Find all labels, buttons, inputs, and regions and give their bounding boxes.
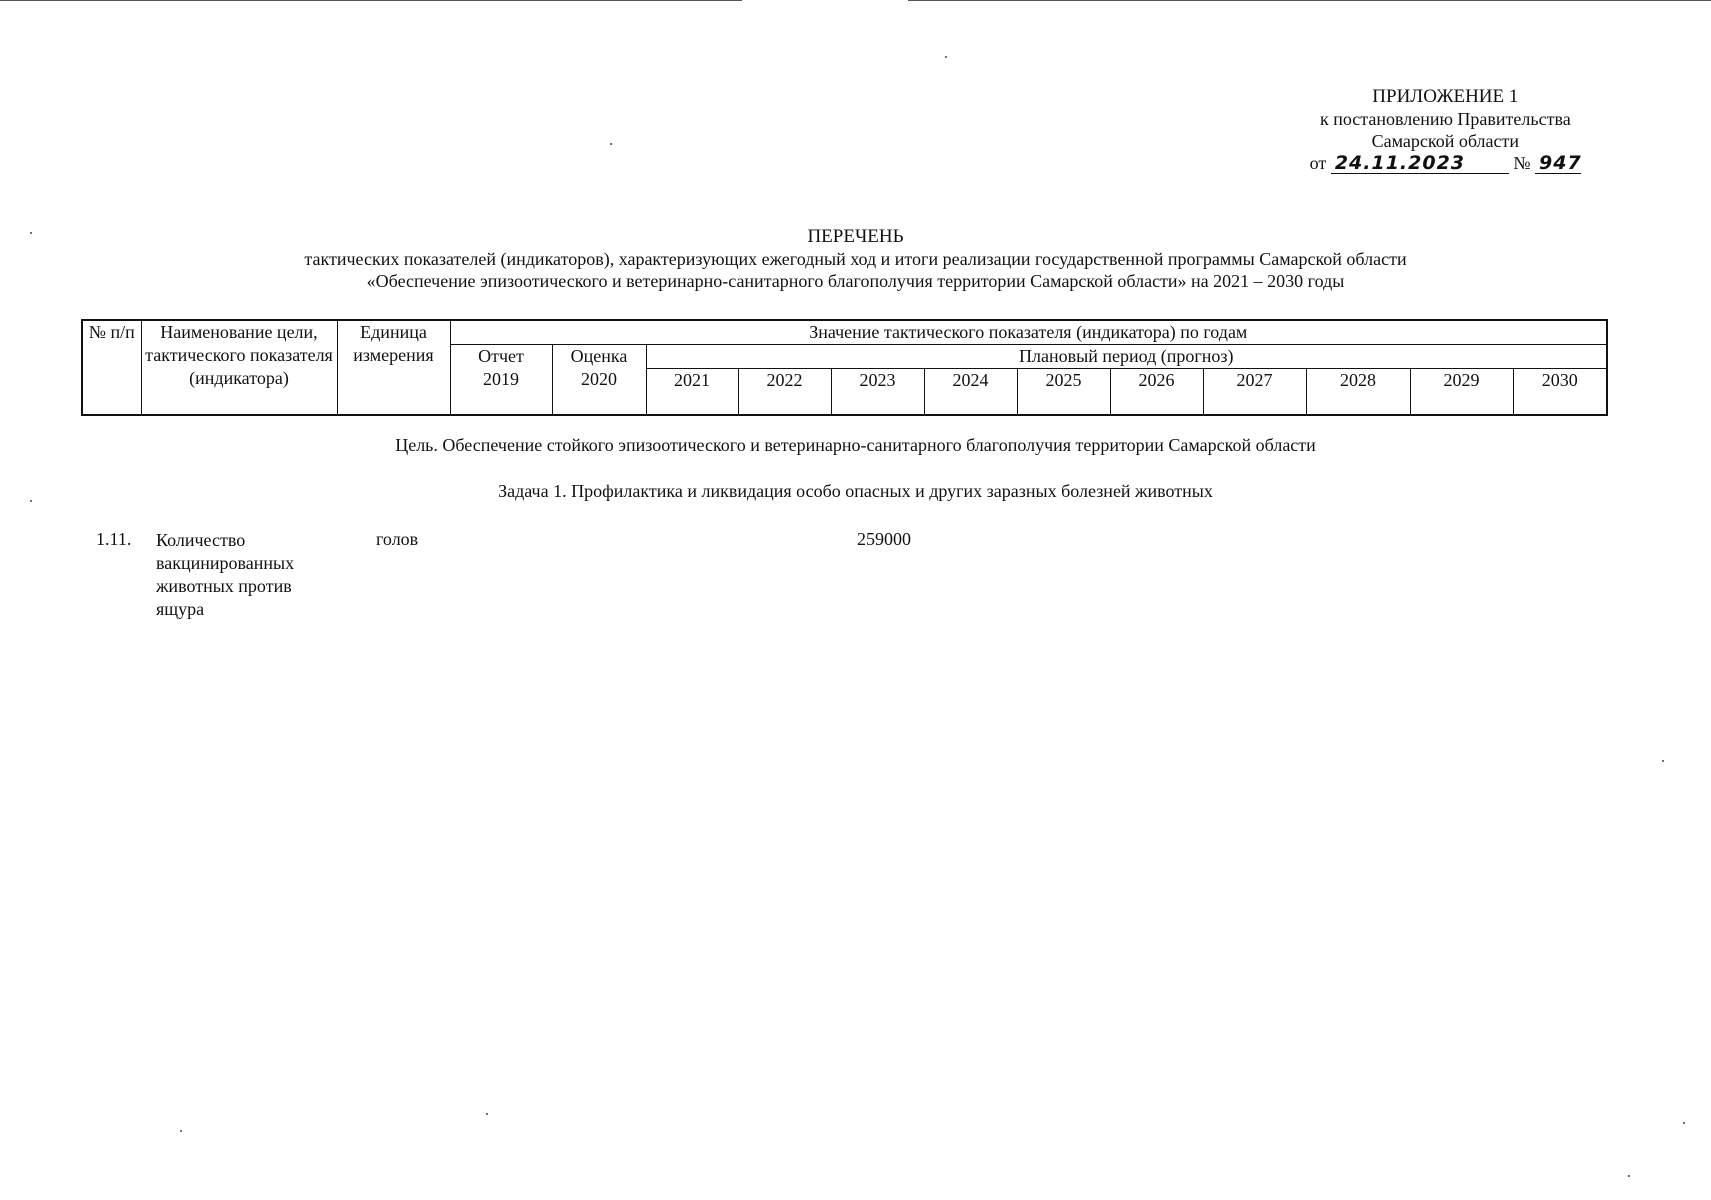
scan-speck (945, 56, 947, 58)
header-year: 2029 (1410, 369, 1513, 415)
scan-speck (1628, 1175, 1630, 1177)
scan-edge-line (908, 0, 1711, 1)
handwritten-number: 947 (1535, 153, 1581, 174)
header-year: 2025 (1017, 369, 1110, 415)
title-line-1: тактических показателей (индикаторов), характеризующих ежегодный ход и итоги реализации государственной программы Самарской области (304, 249, 1407, 269)
title-main: ПЕРЕЧЕНЬ (807, 226, 904, 247)
header-plan-period: Плановый период (прогноз) (646, 345, 1607, 369)
title-line-2: «Обеспечение эпизоотического и ветеринарно-санитарного благополучия территории Самарской области» на 2021 – 2030 годы (366, 271, 1345, 291)
header-year: 2026 (1110, 369, 1203, 415)
annex-block (1310, 86, 1581, 174)
header-year: 2022 (738, 369, 831, 415)
header-values: Значение тактического показателя (индикатора) по годам (450, 320, 1607, 345)
header-year: 2023 (831, 369, 924, 415)
header-report (450, 345, 552, 415)
scan-speck (610, 143, 612, 145)
annex-title: ПРИЛОЖЕНИЕ 1 (1372, 86, 1519, 107)
scan-speck (486, 1113, 488, 1115)
header-year: 2028 (1306, 369, 1410, 415)
header-year: 2030 (1513, 369, 1607, 415)
task-heading: Задача 1. Профилактика и ликвидация особо опасных и других заразных болезней животных (498, 481, 1213, 501)
header-estimate-label: Оценка (570, 346, 628, 366)
date-prefix: от (1309, 153, 1327, 173)
goal-heading: Цель. Обеспечение стойкого эпизоотического и ветеринарно-санитарного благополучия территории Самарской области (395, 435, 1316, 455)
row-indicator-name: Количество вакцинированных животных против ящура (156, 530, 295, 619)
row-number: 1.11. (96, 529, 132, 549)
handwritten-date: 24.11.2023 (1331, 153, 1509, 174)
scan-speck (180, 1130, 182, 1132)
header-estimate (552, 345, 646, 415)
scan-edge-line (0, 0, 742, 1)
header-year: 2027 (1203, 369, 1306, 415)
header-number: № п/п (82, 320, 141, 415)
row-value: 259000 (857, 529, 911, 549)
scan-speck (1662, 760, 1664, 762)
annex-line-resolution: к постановлению Правительства (1319, 109, 1571, 129)
header-estimate-year: 2020 (581, 369, 617, 389)
scan-speck (1683, 1122, 1685, 1124)
document-title (0, 226, 1711, 292)
header-unit: Единица измерения (337, 320, 450, 415)
annex-line-region: Самарской области (1371, 131, 1520, 151)
header-name: Наименование цели, тактического показателя (индикатора) (141, 320, 337, 415)
number-prefix: № (1513, 153, 1531, 173)
row-unit: голов (376, 529, 419, 549)
header-report-year: 2019 (483, 369, 519, 389)
header-year: 2021 (646, 369, 738, 415)
annex-date-line (1310, 152, 1581, 174)
header-year: 2024 (924, 369, 1017, 415)
indicators-table-header (81, 319, 1608, 416)
header-report-label: Отчет (478, 346, 524, 366)
